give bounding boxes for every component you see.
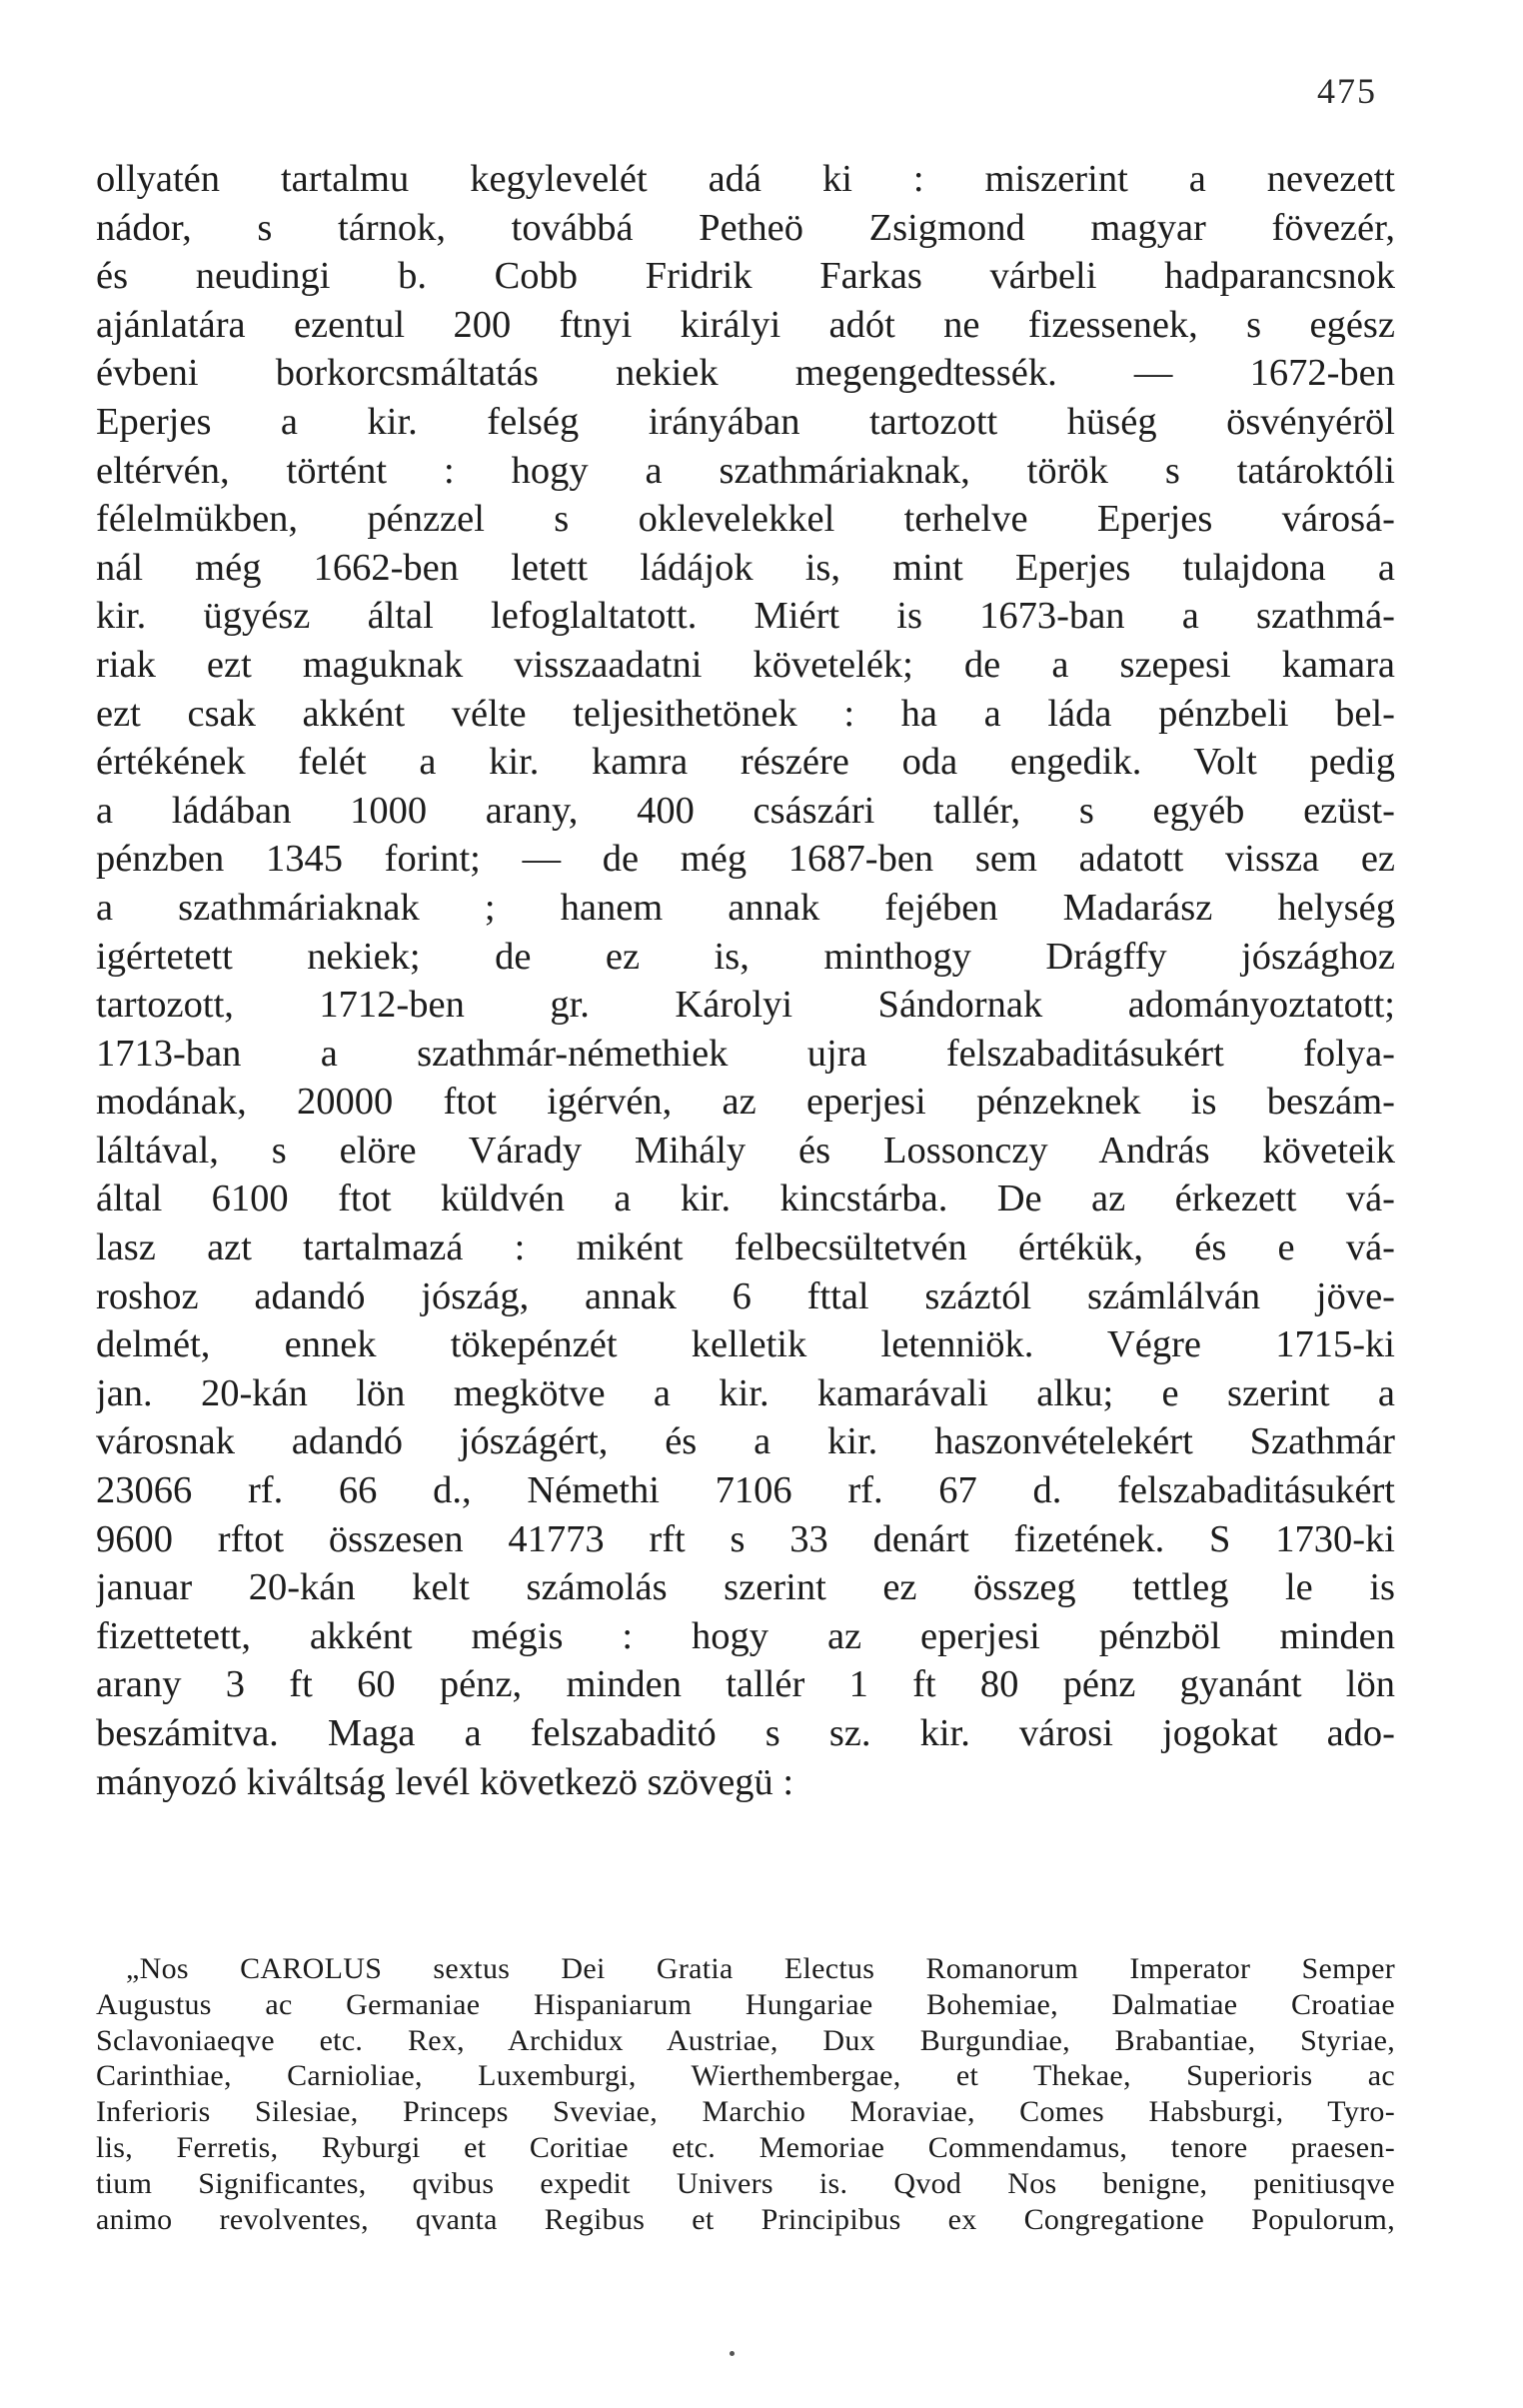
text-line: 1713-ban a szathmár-némethiek ujra felszabaditásukért folya- <box>96 1032 1395 1075</box>
text-line: pénzben 1345 forint; — de még 1687-ben sem adatott vissza ez <box>96 838 1395 881</box>
text-line: ajánlatára ezentul 200 ftnyi királyi adót ne fizessenek, s egész <box>96 303 1395 346</box>
text-line: nádor, s tárnok, továbbá Petheö Zsigmond magyar fövezér, <box>96 206 1395 249</box>
text-line: nál még 1662-ben letett ládájok is, mint Eperjes tulajdona a <box>96 546 1395 589</box>
text-line: Eperjes a kir. felség irányában tartozott hüség ösvényéröl <box>96 400 1395 443</box>
latin-quote-block <box>96 1951 1395 2237</box>
latin-quote-line: Sclavoniaeqve etc. Rex, Archidux Austriae, Dux Burgundiae, Brabantiae, Styriae, <box>96 2023 1395 2057</box>
latin-quote-line: Inferioris Silesiae, Princeps Sveviae, Marchio Moraviae, Comes Habsburgi, Tyro- <box>96 2095 1395 2129</box>
latin-quote-line: Carinthiae, Carnioliae, Luxemburgi, Wierthembergae, et Thekae, Superioris ac <box>96 2059 1395 2093</box>
text-line: évbeni borkorcsmáltatás nekiek megengedtessék. — 1672-ben <box>96 352 1395 395</box>
text-line: a szathmáriaknak ; hanem annak fejében Madarász helység <box>96 886 1395 929</box>
text-line: lasz azt tartalmazá : miként felbecsültetvén értékük, és e vá- <box>96 1226 1395 1269</box>
text-line: arany 3 ft 60 pénz, minden tallér 1 ft 80 pénz gyanánt lön <box>96 1663 1395 1706</box>
latin-quote-line: Augustus ac Germaniae Hispaniarum Hungariae Bohemiae, Dalmatiae Croatiae <box>96 1987 1395 2021</box>
text-line: jan. 20-kán lön megkötve a kir. kamarávali alku; e szerint a <box>96 1371 1395 1414</box>
text-line: modának, 20000 ftot igérvén, az eperjesi pénzeknek is beszám- <box>96 1081 1395 1124</box>
text-line: mányozó kiváltság levél következö szövegü : <box>96 1760 794 1803</box>
text-line: delmét, ennek tökepénzét kelletik letenniök. Végre 1715-ki <box>96 1323 1395 1366</box>
latin-quote-line: „Nos CAROLUS sextus Dei Gratia Electus Romanorum Imperator Semper <box>126 1952 1395 1985</box>
latin-quote-line: animo revolventes, qvanta Regibus et Principibus ex Congregatione Populorum, <box>96 2202 1395 2236</box>
text-line: és neudingi b. Cobb Fridrik Farkas várbeli hadparancsnok <box>96 255 1395 298</box>
text-line: eltérvén, történt : hogy a szathmáriaknak, török s tatároktóli <box>96 449 1395 492</box>
text-line: 9600 rftot összesen 41773 rft s 33 denárt fizetének. S 1730-ki <box>96 1517 1395 1560</box>
text-line: által 6100 ftot küldvén a kir. kincstárba. De az érkezett vá- <box>96 1178 1395 1220</box>
text-line: a ládában 1000 arany, 400 császári tallér, s egyéb ezüst- <box>96 789 1395 832</box>
print-speck <box>730 2351 735 2356</box>
text-line: roshoz adandó jószág, annak 6 fttal száztól számlálván jöve- <box>96 1274 1395 1317</box>
text-line: igértetett nekiek; de ez is, minthogy Drágffy jószághoz <box>96 935 1395 978</box>
text-line: értékének felét a kir. kamra részére oda engedik. Volt pedig <box>96 741 1395 784</box>
latin-quote-line: lis, Ferretis, Ryburgi et Coritiae etc. Memoriae Commendamus, tenore praesen- <box>96 2130 1395 2164</box>
text-line: riak ezt maguknak visszaadatni követelék; de a szepesi kamara <box>96 643 1395 686</box>
text-line: városnak adandó jószágért, és a kir. haszonvételekért Szathmár <box>96 1420 1395 1463</box>
text-line: ollyatén tartalmu kegylevelét adá ki : miszerint a nevezett <box>96 158 1395 200</box>
text-line: kir. ügyész által lefoglaltatott. Miért is 1673-ban a szathmá- <box>96 595 1395 638</box>
text-line: januar 20-kán kelt számolás szerint ez összeg tettleg le is <box>96 1566 1395 1609</box>
text-line: beszámitva. Maga a felszabaditó s sz. kir. városi jogokat ado- <box>96 1712 1395 1754</box>
text-line: fizettetett, akként mégis : hogy az eperjesi pénzböl minden <box>96 1614 1395 1657</box>
page-number: 475 <box>1317 71 1377 111</box>
text-line: félelmükben, pénzzel s oklevelekkel terhelve Eperjes városá- <box>96 498 1395 541</box>
text-line: ezt csak akként vélte teljesithetönek : ha a láda pénzbeli bel- <box>96 692 1395 735</box>
text-line: láltával, s elöre Várady Mihály és Lossonczy András követeik <box>96 1129 1395 1172</box>
latin-quote-line: tium Significantes, qvibus expedit Univers is. Qvod Nos benigne, penitiusqve <box>96 2166 1395 2200</box>
text-line: tartozott, 1712-ben gr. Károlyi Sándornak adományoztatott; <box>96 984 1395 1027</box>
text-line: 23066 rf. 66 d., Némethi 7106 rf. 67 d. felszabaditásukért <box>96 1469 1395 1512</box>
main-text-body <box>96 155 1395 1806</box>
